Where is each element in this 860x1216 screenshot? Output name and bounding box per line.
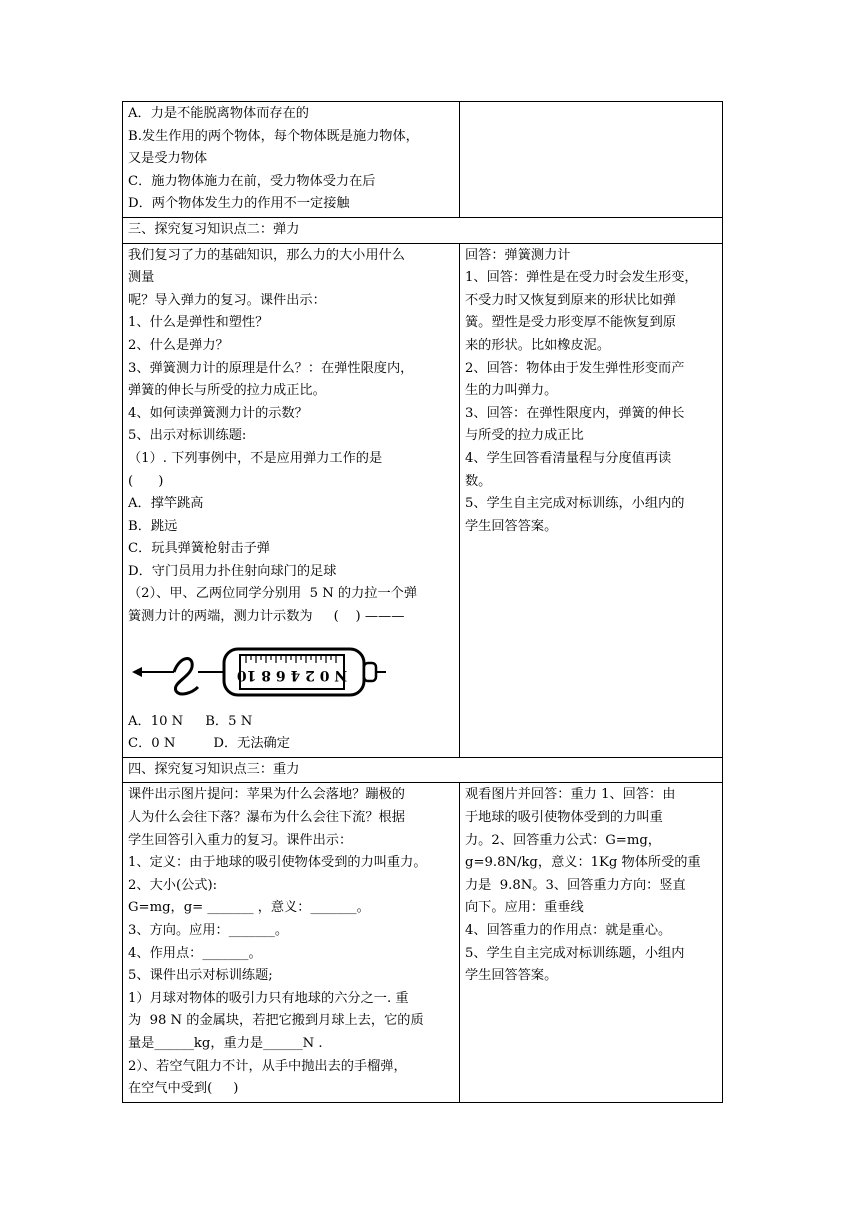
text-line: 力是 9.8N。3、回答重力方向：竖直 (465, 877, 686, 893)
text-line: C．玩具弹簧枪射击子弹 (128, 541, 270, 557)
spring-scale-drawing (128, 633, 388, 711)
text-line: 1、什么是弹性和塑性？ (128, 315, 269, 331)
table-row (123, 217, 723, 243)
hook-shape (174, 658, 198, 693)
spring-scale-figure (128, 633, 454, 711)
text-line: 3、方向。应用：_______。 (128, 923, 289, 938)
text-line: 呢？导入弹力的复习。课件出示： (128, 292, 326, 308)
text-line: 弹簧的伸长与所受的拉力成正比。 (128, 383, 326, 399)
text-line: 5、出示对标训练题: (128, 428, 247, 444)
text-line: 2、大小(公式): (128, 877, 218, 893)
text-line: 3、弹簧测力计的原理是什么？：在弹性限度内， (128, 360, 414, 376)
text-line: 5、学生自主完成对标训练题，小组内 (465, 945, 685, 961)
text-line: 学生回答答案。 (465, 518, 558, 534)
option-c: C．0 N (128, 736, 176, 752)
text-line: 4、学生回答看清量程与分度值再读 (465, 450, 672, 466)
option-b: B．5 N (205, 713, 253, 729)
text-line: 簧测力计的两端，测力计示数为 ( ) ——— (128, 609, 405, 625)
text-line: 2、什么是弹力？ (128, 337, 229, 353)
text-line: 不受力时又恢复到原来的形状比如弹 (465, 292, 676, 308)
text-line: 又是受力物体 (128, 151, 208, 167)
text-line: 3、回答：在弹性限度内，弹簧的伸长 (465, 405, 685, 421)
worksheet (122, 101, 722, 1103)
text-line: 2、回答：物体由于发生弹性形变而产 (465, 360, 685, 376)
text-line: B.发生作用的两个物体，每个物体既是施力物体， (128, 128, 419, 144)
options-row (128, 733, 454, 756)
text-line: 5、学生自主完成对标训练，小组内的 (465, 496, 685, 512)
text-line: 课件出示图片提问：苹果为什么会落地？蹦极的 (128, 787, 405, 803)
text-line: （2）、甲、乙两位同学分别用 5 N 的力拉一个弹 (128, 586, 418, 602)
text-line: 数。 (465, 473, 492, 489)
text-line: 我们复习了力的基础知识，那么力的大小用什么 (128, 247, 405, 263)
option-d: D．无法确定 (213, 736, 290, 752)
text-line: A．力是不能脱离物体而存在的 (128, 106, 309, 121)
right-knob (364, 663, 376, 681)
text-line: （1）. 下列事例中，不是应用弹力工作的是 (128, 450, 383, 466)
options-row (128, 711, 454, 734)
text-line: 向下。应用：重垂线 (465, 900, 584, 916)
table-row (123, 783, 723, 1102)
text-line: D．守门员用力扑住射向球门的足球 (128, 563, 337, 579)
text-line: 5、课件出示对标训练题; (128, 968, 273, 984)
table-row (123, 102, 723, 218)
table-row (123, 243, 723, 757)
text-line: 力。2、回答重力公式：G=mg， (465, 832, 661, 848)
text-line: 测量 (128, 270, 155, 286)
text-line: 4、回答重力的作用点：就是重心。 (465, 923, 672, 938)
left-cell (123, 102, 460, 218)
text-line: 为 98 N 的金属块，若把它搬到月球上去，它的质 (128, 1013, 424, 1029)
text-line: g=9.8N/kg，意义：1Kg 物体所受的重 (465, 855, 701, 871)
text-line: 与所受的拉力成正比 (465, 428, 584, 444)
right-cell (460, 243, 723, 757)
text-line: 2）、若空气阻力不计，从手中抛出去的手榴弹， (128, 1058, 407, 1074)
section-header: 四、探究复习知识点三：重力 (123, 757, 723, 783)
text-line: 1）月球对物体的吸引力只有地球的六分之一. 重 (128, 990, 409, 1006)
text-line: 学生回答答案。 (465, 968, 558, 984)
section-header: 三、探究复习知识点二：弹力 (123, 217, 723, 243)
right-cell (460, 102, 723, 218)
scale-numbers: N 0 2 4 6 8 10 (236, 666, 348, 683)
lesson-table (122, 101, 723, 1103)
text-line: 1、回答：弹性是在受力时会发生形变， (465, 270, 698, 286)
text-line: C．施力物体施力在前，受力物体受力在后 (128, 173, 376, 189)
text-line: 簧。塑性是受力形变厚不能恢复到原 (465, 315, 676, 331)
right-cell (460, 783, 723, 1102)
text-line: B．跳远 (128, 518, 178, 534)
option-a: A．10 N (128, 713, 184, 729)
text-line: 人为什么会往下落？瀑布为什么会往下流？根据 (128, 810, 405, 826)
text-line: 观看图片并回答：重力 1、回答：由 (465, 787, 676, 803)
table-row (123, 757, 723, 783)
text-line: 在空气中受到( ) (128, 1081, 239, 1097)
text-line: 4、如何读弹簧测力计的示数？ (128, 405, 308, 421)
text-line: G=mg，g= _______ ，意义：_______。 (128, 900, 370, 916)
text-line: 来的形状。比如橡皮泥。 (465, 337, 611, 353)
text-line: D．两个物体发生力的作用不一定接触 (128, 196, 350, 212)
text-line: 生的力叫弹力。 (465, 383, 558, 399)
text-line: ( ) (128, 473, 164, 489)
text-line: 4、作用点：_______。 (128, 945, 262, 961)
text-line: 于地球的吸引使物体受到的力叫重 (465, 810, 663, 826)
text-line: 1、定义：由于地球的吸引使物体受到的力叫重力。 (128, 855, 427, 871)
text-line: A．撑竿跳高 (128, 496, 204, 512)
text-line: 量是______kg，重力是______N . (128, 1035, 323, 1051)
text-line: 回答：弹簧测力计 (465, 247, 571, 263)
left-cell (123, 783, 460, 1102)
text-line: 学生回答引入重力的复习。课件出示： (128, 832, 353, 848)
left-arrowhead (132, 667, 142, 677)
left-cell (123, 243, 460, 757)
